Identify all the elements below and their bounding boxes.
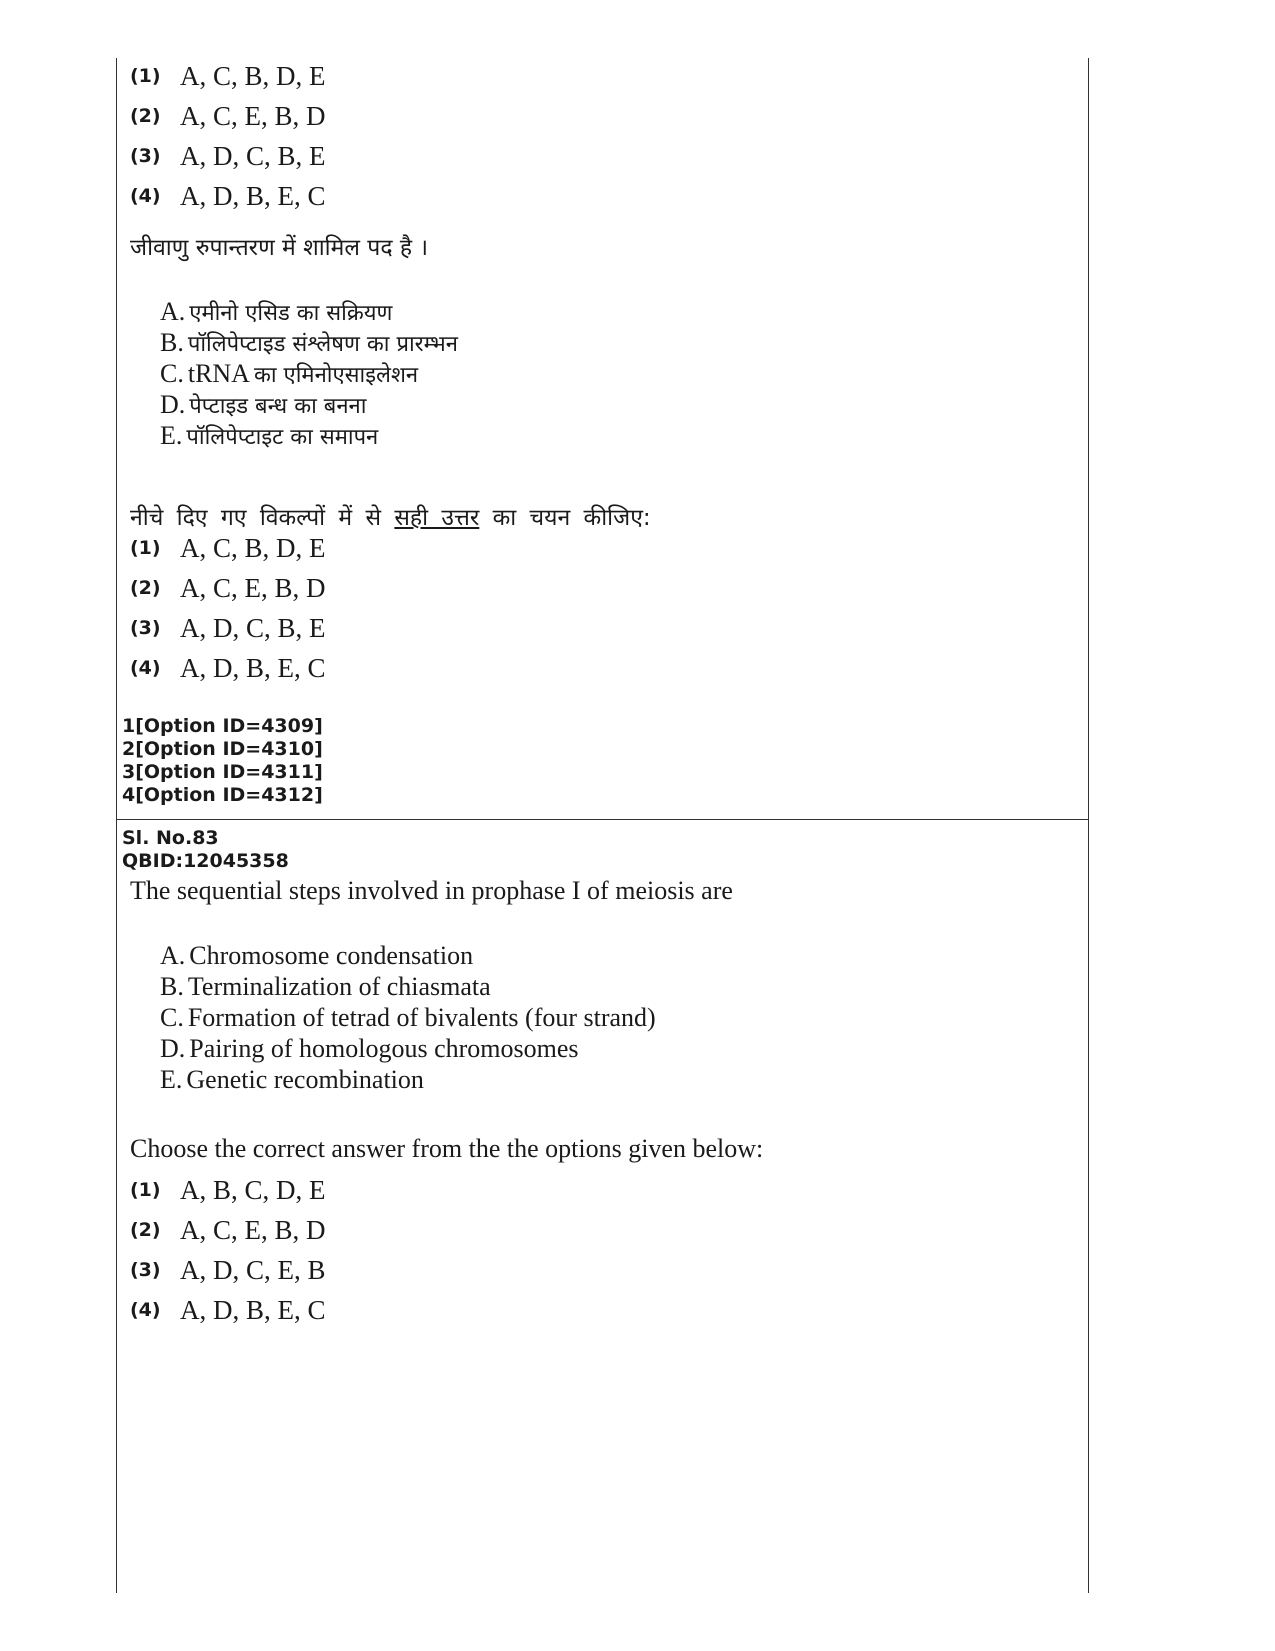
item-text: एमीनो एसिड का सक्रियण [189, 301, 393, 326]
choose-post: का चयन कीजिए: [492, 505, 651, 531]
option-number: (4) [130, 185, 161, 207]
choose-pre: नीचे दिए गए विकल्पों में से [130, 505, 382, 531]
item-text: का एमिनोएसाइलेशन [253, 363, 419, 388]
right-border-line [1088, 58, 1089, 1593]
option-number: (3) [130, 617, 161, 639]
list-item [160, 328, 458, 358]
item-text: पेप्टाइड बन्ध का बनना [189, 394, 367, 419]
option-number: (2) [130, 105, 161, 127]
item-letter: B. [160, 328, 184, 357]
option-text: A, D, C, B, E [180, 140, 326, 171]
item-letter: A. [160, 941, 186, 970]
option-id: 3[Option ID=4311] [122, 761, 323, 783]
item-text: Genetic recombination [186, 1065, 424, 1094]
list-item [160, 941, 473, 971]
option-item [130, 136, 326, 176]
option-number: (1) [130, 537, 161, 559]
item-text: Formation of tetrad of bivalents (four strand) [187, 1003, 656, 1032]
option-number: (2) [130, 577, 161, 599]
list-item [160, 1003, 656, 1033]
item-text: Chromosome condensation [189, 941, 474, 970]
choose-instruction: Choose the correct answer from the the options given below: [130, 1134, 764, 1163]
option-id: 4[Option ID=4312] [122, 784, 323, 806]
option-number: (4) [130, 657, 161, 679]
question-text: The sequential steps involved in prophase I of meiosis are [130, 876, 733, 905]
option-text: A, D, B, E, C [180, 652, 326, 683]
list-item [160, 297, 392, 327]
option-item [130, 56, 326, 96]
option-text: A, D, B, E, C [180, 1294, 326, 1325]
option-text: A, C, B, D, E [180, 60, 326, 91]
option-item [130, 1250, 326, 1290]
option-item [130, 1170, 326, 1210]
option-text: A, D, C, E, B [180, 1254, 326, 1285]
left-border-line [116, 58, 117, 1593]
question-bank-id: QBID:12045358 [122, 850, 289, 872]
option-item [130, 528, 326, 568]
option-item [130, 1210, 326, 1250]
option-text: A, C, B, D, E [180, 532, 326, 563]
list-item [160, 359, 418, 389]
option-id: 2[Option ID=4310] [122, 738, 323, 760]
item-letter: E. [160, 421, 183, 450]
list-item [160, 1034, 579, 1064]
option-id: 1[Option ID=4309] [122, 715, 323, 737]
item-letter: C. [160, 359, 184, 388]
option-item [130, 176, 326, 216]
list-item [160, 390, 366, 420]
option-number: (1) [130, 65, 161, 87]
question-divider [116, 819, 1088, 820]
item-letter: B. [160, 972, 184, 1001]
option-item [130, 568, 326, 608]
option-item [130, 96, 326, 136]
list-item [160, 421, 378, 451]
option-text: A, D, C, B, E [180, 612, 326, 643]
option-number: (1) [130, 1179, 161, 1201]
option-number: (2) [130, 1219, 161, 1241]
item-text: Terminalization of chiasmata [187, 972, 491, 1001]
item-text: Pairing of homologous chromosomes [189, 1034, 579, 1063]
option-item [130, 608, 326, 648]
option-text: A, B, C, D, E [180, 1174, 326, 1205]
option-item [130, 1290, 326, 1330]
item-letter: E. [160, 1065, 183, 1094]
choose-underlined: सही उत्तर [394, 505, 480, 531]
option-text: A, C, E, B, D [180, 1214, 326, 1245]
option-text: A, D, B, E, C [180, 180, 326, 211]
item-letter: D. [160, 1034, 186, 1063]
option-item [130, 648, 326, 688]
item-prefix: tRNA [187, 359, 250, 388]
item-letter: D. [160, 390, 186, 419]
item-letter: C. [160, 1003, 184, 1032]
item-text: पॉलिपेप्टाइट का समापन [186, 425, 379, 450]
item-letter: A. [160, 297, 186, 326]
option-number: (4) [130, 1299, 161, 1321]
option-text: A, C, E, B, D [180, 572, 326, 603]
option-number: (3) [130, 145, 161, 167]
item-text: पॉलिपेप्टाइड संश्लेषण का प्रारम्भन [187, 332, 458, 357]
question-text-hindi: जीवाणु रुपान्तरण में शामिल पद है । [130, 235, 429, 261]
list-item [160, 972, 491, 1002]
serial-number: Sl. No.83 [122, 827, 219, 849]
list-item [160, 1065, 424, 1095]
option-number: (3) [130, 1259, 161, 1281]
option-text: A, C, E, B, D [180, 100, 326, 131]
